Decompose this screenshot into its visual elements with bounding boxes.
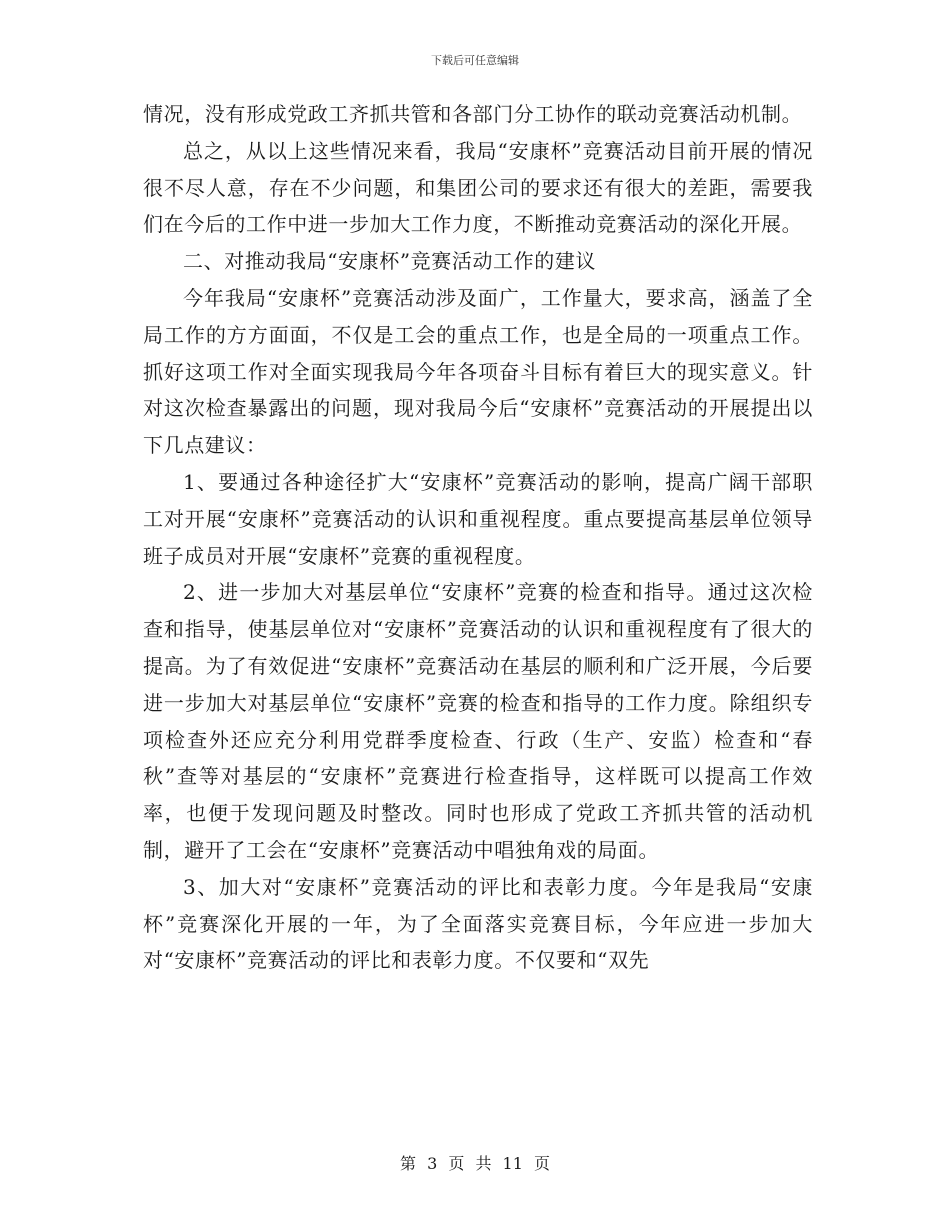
section-heading: 二、对推动我局“安康杯”竞赛活动工作的建议 — [183, 249, 597, 274]
suggestion-1: 1、要通过各种途径扩大“安康杯”竞赛活动的影响，提高广阔干部职工对开展“安康杯”竞赛活动的认识和重视程度。重点要提高基层单位领导班子成员对开展“安康杯”竞赛的重视程度。 — [143, 469, 813, 568]
paragraph-1: 情况，没有形成党政工齐抓共管和各部门分工协作的联动竞赛活动机制。 — [143, 102, 803, 126]
page-header: 下载后可任意编辑 — [431, 54, 519, 67]
body-text — [143, 96, 813, 979]
paragraph-2: 总之，从以上这些情况来看，我局“安康杯”竞赛活动目前开展的情况很不尽人意，存在不少问题，和集团公司的要求还有很大的差距，需要我们在今后的工作中进一步加大工作力度，不断推动竞赛活动的深化开展。 — [143, 138, 813, 237]
suggestion-2: 2、进一步加大对基层单位“安康杯”竞赛的检查和指导。通过这次检查和指导，使基层单位对“安康杯”竞赛活动的认识和重视程度有了很大的提高。为了有效促进“安康杯”竞赛活动在基层的顺利和广泛开展，今后要进一步加大对基层单位“安康杯”竞赛的检查和指导的工作力度。除组织专项检查外还应充分利用党群季度检查、行政（生产、安监）检查和“春秋”查等对基层的“安康杯”竞赛进行检查指导，这样既可以提高工作效率，也便于发现问题及时整改。同时也形成了党政工齐抓共管的活动机制，避开了工会在“安康杯”竞赛活动中唱独角戏的局面。 — [143, 580, 813, 862]
suggestion-3: 3、加大对“安康杯”竞赛活动的评比和表彰力度。今年是我局“安康杯”竞赛深化开展的一年，为了全面落实竞赛目标，今年应进一步加大对“安康杯”竞赛活动的评比和表彰力度。不仅要和“双先 — [143, 874, 813, 973]
paragraph-3: 今年我局“安康杯”竞赛活动涉及面广，工作量大，要求高，涵盖了全局工作的方方面面，不仅是工会的重点工作，也是全局的一项重点工作。抓好这项工作对全面实现我局今年各项奋斗目标有着巨大的现实意义。针对这次检查暴露出的问题，现对我局今后“安康杯”竞赛活动的开展提出以下几点建议： — [143, 285, 813, 458]
page-footer: 第 3 页 共 11 页 — [400, 1154, 550, 1173]
